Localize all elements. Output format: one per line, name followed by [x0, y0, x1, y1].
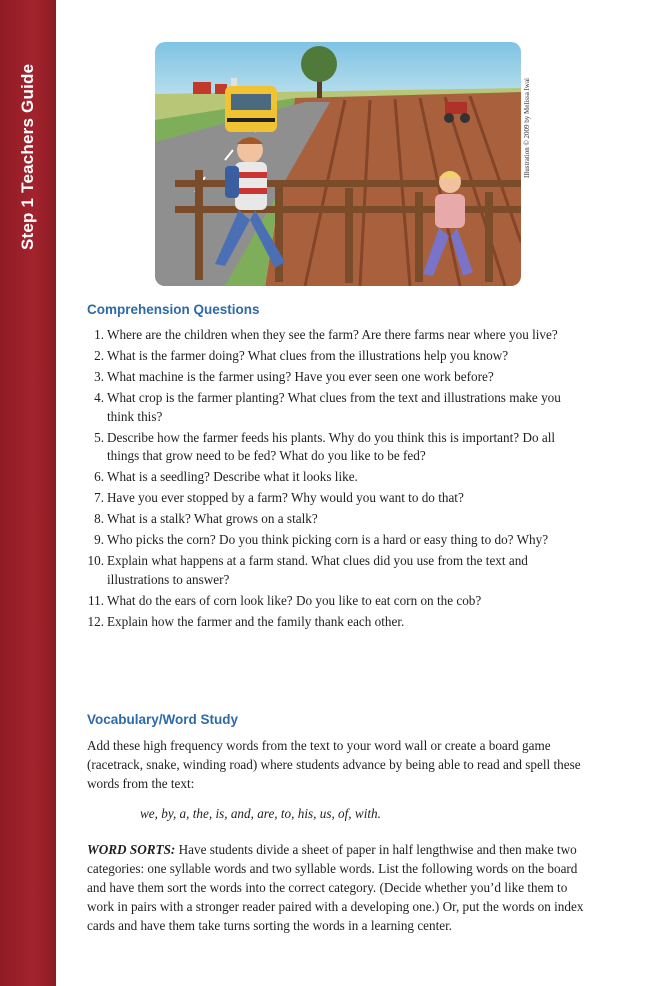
question-item	[87, 510, 577, 529]
question-number: 3.	[94, 369, 104, 384]
question-number: 7.	[94, 490, 104, 505]
question-number: 9.	[94, 532, 104, 547]
question-text: Explain how the farmer and the family thank each other.	[107, 613, 405, 629]
question-number: 4.	[94, 390, 104, 405]
question-item	[87, 489, 577, 508]
question-item	[87, 429, 577, 466]
question-item	[87, 531, 577, 550]
question-item	[87, 368, 577, 387]
farm-illustration	[155, 42, 521, 286]
word-sorts-label: WORD SORTS:	[87, 842, 176, 857]
question-text: Describe how the farmer feeds his plants. Why do you think this is important? Do all things that grow need to be fed? What do you like to be fed?	[107, 429, 556, 463]
question-number: 11.	[88, 592, 104, 608]
vocabulary-intro: Add these high frequency words from the text to your word wall or create a board game (racetrack, snake, winding road) where students advance by being able to read and spell these words from the text:	[87, 738, 581, 791]
question-number: 6.	[94, 469, 104, 484]
question-text: What is a seedling? Describe what it looks like.	[107, 469, 358, 484]
question-text: What crop is the farmer planting? What clues from the text and illustrations make you think this?	[107, 390, 561, 424]
question-item	[87, 592, 577, 611]
sidebar-title: Step 1 Teachers Guide	[18, 63, 37, 250]
word-sorts-text: Have students divide a sheet of paper in half lengthwise and then make two categories: one syllable words and two syllable words. List the following words on the board and have them sort the words into the correct category. (Decide whether you’d like them to work in pairs with a stronger reader paired with a developing one.) Or, put the words on index cards and have them take turns sorting the words in a learning center.	[87, 842, 584, 933]
question-number: 2.	[94, 348, 104, 363]
question-text: What machine is the farmer using? Have you ever seen one work before?	[107, 369, 494, 384]
question-item	[87, 552, 577, 589]
question-text: Have you ever stopped by a farm? Why would you want to do that?	[107, 490, 464, 505]
question-number: 12.	[87, 613, 104, 629]
question-number: 1.	[94, 327, 104, 342]
school-bus	[225, 86, 277, 132]
question-text: Where are the children when they see the farm? Are there farms near where you live?	[107, 327, 558, 342]
question-item	[87, 468, 577, 487]
question-item	[87, 326, 577, 345]
illustration-credit: Illustration © 2009 by Melissa Iwai	[523, 78, 531, 178]
question-text: What is a stalk? What grows on a stalk?	[107, 511, 318, 526]
question-text: Who picks the corn? Do you think picking corn is a hard or easy thing to do? Why?	[107, 532, 549, 547]
word-sorts-paragraph	[87, 840, 587, 935]
high-frequency-words: we, by, a, the, is, and, are, to, his, us, of, with.	[140, 806, 381, 821]
sidebar	[0, 0, 56, 986]
question-number: 8.	[94, 511, 104, 526]
question-number: 10.	[87, 553, 104, 568]
comprehension-heading: Comprehension Questions	[87, 302, 260, 317]
vocabulary-heading: Vocabulary/Word Study	[87, 712, 239, 727]
question-number: 5.	[94, 429, 104, 445]
question-text: What do the ears of corn look like? Do you like to eat corn on the cob?	[107, 592, 482, 608]
comprehension-questions	[87, 326, 577, 634]
question-item	[87, 347, 577, 366]
question-item	[87, 389, 577, 426]
question-text: Explain what happens at a farm stand. What clues did you use from the text and illustrations to answer?	[107, 553, 528, 587]
question-text: What is the farmer doing? What clues from the illustrations help you know?	[107, 348, 509, 363]
question-item	[87, 613, 577, 632]
